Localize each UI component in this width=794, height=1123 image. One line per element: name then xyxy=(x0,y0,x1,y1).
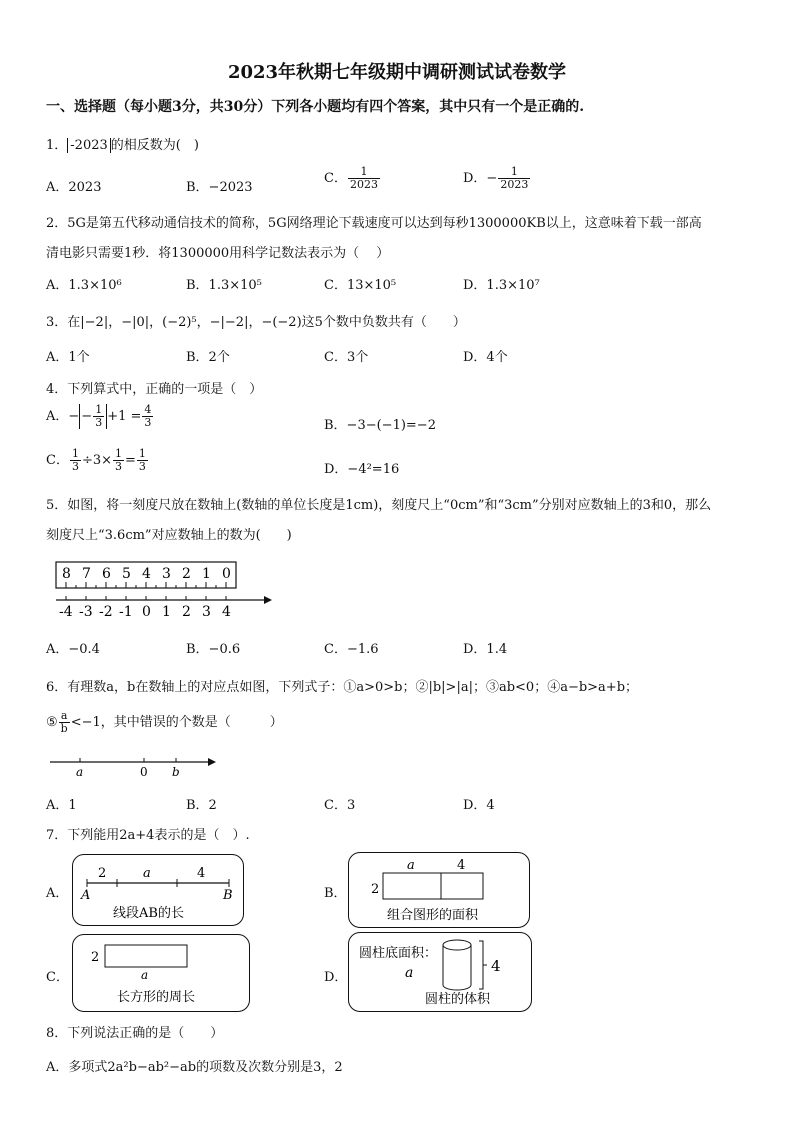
q1-number: 1． xyxy=(46,138,68,153)
axis-label: 0 xyxy=(142,604,151,620)
cylinder-top xyxy=(443,940,471,950)
point-b-letter: B xyxy=(223,888,233,903)
fraction-denominator: 2023 xyxy=(349,178,378,191)
fraction-numerator: 1 xyxy=(138,447,146,460)
q3-option-b[interactable]: B．2个 xyxy=(186,350,230,365)
cylinder xyxy=(349,933,531,1011)
rectangle xyxy=(73,935,249,1011)
ruler-label: 1 xyxy=(202,566,211,582)
rect-left xyxy=(383,873,441,899)
cylinder-bottom xyxy=(443,985,471,990)
q1-stem-text: 的相反数为( ) xyxy=(110,138,199,153)
q1-option-c-fraction xyxy=(348,166,380,191)
q5-option-b[interactable]: B．−0.6 xyxy=(186,642,241,657)
q7-option-c-label[interactable]: C． xyxy=(46,970,69,985)
section-heading: 一、选择题（每小题3分，共30分）下列各小题均有四个答案，其中只有一个是正确的. xyxy=(46,99,585,115)
q1-option-c[interactable] xyxy=(324,166,381,191)
q7-option-b-figure[interactable] xyxy=(348,852,530,928)
q2-stem-line1: 2．5G是第五代移动通信技术的简称，5G网络理论下载速度可以达到每秒1300000KB以上，这意味着下载一部高 xyxy=(46,216,702,231)
q4-stem: 4．下列算式中，正确的一项是（ ） xyxy=(46,382,263,397)
seg-label-2: a xyxy=(143,866,151,881)
q4-option-c-mid: ÷3× xyxy=(81,453,113,468)
q4-option-c[interactable] xyxy=(46,448,149,473)
rect xyxy=(105,945,187,967)
q4-option-d[interactable]: D．−4²=16 xyxy=(324,462,400,477)
q8-stem: 8．下列说法正确的是（ ） xyxy=(46,1026,224,1041)
page-title: 2023年秋期七年级期中调研测试试卷数学 xyxy=(227,62,567,83)
q6-stem-line2-text: <−1，其中错误的个数是（ ） xyxy=(70,715,283,730)
side-label-2: 2 xyxy=(91,950,100,965)
ruler-label: 4 xyxy=(142,566,151,582)
point-a-label: a xyxy=(76,765,84,779)
axis-label: -2 xyxy=(99,604,113,620)
segment-ab xyxy=(73,855,243,925)
fraction-denominator: b xyxy=(60,722,68,735)
q6-option-a[interactable]: A．1 xyxy=(46,798,77,813)
q5-option-a[interactable]: A．−0.4 xyxy=(46,642,100,657)
q2-stem-line2: 清电影只需要1秒．将1300000用科学记数法表示为（ ） xyxy=(46,246,390,261)
caption: 长方形的周长 xyxy=(117,990,196,1005)
axis-label: -1 xyxy=(119,604,133,620)
axis-label: 3 xyxy=(202,604,211,620)
q1-option-d[interactable] xyxy=(463,166,531,191)
caption: 组合图形的面积 xyxy=(387,908,479,923)
fraction-numerator: a xyxy=(59,710,70,723)
q6-option-c[interactable]: C．3 xyxy=(324,798,356,813)
top-label-4: 4 xyxy=(457,858,466,873)
axis-labels xyxy=(59,604,231,620)
axis-label: -4 xyxy=(59,604,73,620)
fraction-numerator: 1 xyxy=(498,166,530,179)
q4-option-a-mid: +1 = xyxy=(107,409,142,424)
q2-option-d[interactable]: D．1.3×10⁷ xyxy=(463,278,540,293)
fraction-denominator: 3 xyxy=(71,460,79,473)
rect-right xyxy=(441,873,483,899)
q7-option-d-label[interactable]: D． xyxy=(324,970,348,985)
q3-option-a[interactable]: A．1个 xyxy=(46,350,90,365)
q6-stem-line2 xyxy=(46,710,283,735)
q6-item5-marker: ⑤ xyxy=(46,715,58,730)
fraction-denominator: 3 xyxy=(115,460,123,473)
seg-label-3: 4 xyxy=(197,866,206,881)
q5-stem-line1: 5．如图，将一刻度尺放在数轴上(数轴的单位长度是1cm)，刻度尺上“0cm”和“3cm”分别对应数轴上的3和0，那么 xyxy=(46,498,712,513)
caption: 线段AB的长 xyxy=(113,906,184,921)
base-area-value: a xyxy=(405,965,414,981)
seg-label-1: 2 xyxy=(98,866,107,881)
side-label-2: 2 xyxy=(371,882,380,897)
bottom-label-a: a xyxy=(141,968,149,982)
q4-option-c-eq: = xyxy=(125,453,136,468)
point-b-label: b xyxy=(172,765,180,779)
q7-option-c-figure[interactable] xyxy=(72,934,250,1012)
q5-ruler-figure xyxy=(46,556,276,620)
fraction-denominator: 2023 xyxy=(500,178,529,191)
fraction-numerator: 1 xyxy=(348,166,380,179)
ruler-label: 6 xyxy=(102,566,111,582)
q7-option-d-figure[interactable] xyxy=(348,932,532,1012)
fraction-denominator: 3 xyxy=(138,460,146,473)
q1-stem xyxy=(46,134,199,153)
q2-option-a[interactable]: A．1.3×10⁶ xyxy=(46,278,122,293)
fraction xyxy=(70,448,81,473)
point-a-letter: A xyxy=(81,888,91,903)
q1-option-d-fraction xyxy=(498,166,530,191)
axis-label: 2 xyxy=(182,604,191,620)
fraction-denominator: 3 xyxy=(95,416,103,429)
fraction xyxy=(59,710,70,735)
q4-option-a-label: A．− xyxy=(46,409,80,424)
q5-stem-line2: 刻度尺上“3.6cm”对应数轴上的数为( ) xyxy=(46,528,292,543)
fraction xyxy=(93,404,104,429)
q5-option-c[interactable]: C．−1.6 xyxy=(324,642,379,657)
ruler-label: 7 xyxy=(82,566,91,582)
ruler-labels xyxy=(62,566,231,582)
caption: 圆柱的体积 xyxy=(425,992,491,1007)
q6-option-d[interactable]: D．4 xyxy=(463,798,495,813)
base-area-label: 圆柱底面积： xyxy=(359,946,438,961)
q7-option-b-label[interactable]: B． xyxy=(324,886,347,901)
fraction xyxy=(142,404,153,429)
ruler-ticks xyxy=(66,582,226,588)
q3-stem: 3．在|−2|，−|0|，(−2)⁵，−|−2|，−(−2)这5个数中负数共有（ ） xyxy=(46,315,466,330)
q4-option-c-label: C． xyxy=(46,453,69,468)
q1-option-b[interactable]: B．−2023 xyxy=(186,180,253,195)
q1-abs-value: -2023 xyxy=(67,138,110,153)
q6-option-b[interactable]: B．2 xyxy=(186,798,217,813)
q7-option-a-figure[interactable] xyxy=(72,854,244,926)
axis-label: -3 xyxy=(79,604,93,620)
q4-option-b[interactable]: B．−3−(−1)=−2 xyxy=(324,418,436,433)
q7-option-a-label[interactable]: A． xyxy=(46,886,69,901)
height-bracket xyxy=(479,941,487,989)
axis-arrow xyxy=(208,758,216,766)
number-axis-arrow xyxy=(264,596,272,604)
ruler-label: 3 xyxy=(162,566,171,582)
ruler-label: 2 xyxy=(182,566,191,582)
axis-label: 4 xyxy=(222,604,231,620)
top-label-a: a xyxy=(407,858,415,873)
q4-option-a-abs: − $\frac{1}{3}$ xyxy=(79,404,107,429)
q3-option-d[interactable]: D．4个 xyxy=(463,350,508,365)
q2-option-b[interactable]: B．1.3×10⁵ xyxy=(186,278,262,293)
fraction xyxy=(113,448,124,473)
q7-stem: 7．下列能用2a+4表示的是（ ）. xyxy=(46,828,250,843)
ruler-label: 5 xyxy=(122,566,131,582)
combined-rectangles xyxy=(349,853,529,927)
axis-label: 1 xyxy=(162,604,171,620)
q1-option-a[interactable]: A．2023 xyxy=(46,180,102,195)
fraction xyxy=(137,448,148,473)
q6-stem-line1: 6．有理数a，b在数轴上的对应点如图，下列式子：①a>0>b；②|b|>|a|；③ab<0；④a−b>a+b； xyxy=(46,680,639,695)
ruler-label: 8 xyxy=(62,566,71,582)
fraction-numerator: 1 xyxy=(95,403,103,416)
q3-option-c[interactable]: C．3个 xyxy=(324,350,369,365)
ruler-label: 0 xyxy=(222,566,231,582)
fraction-numerator: 4 xyxy=(144,403,152,416)
q5-option-d[interactable]: D．1.4 xyxy=(463,642,508,657)
fraction-numerator: 1 xyxy=(71,447,79,460)
q6-number-line xyxy=(46,752,226,782)
height-label-4: 4 xyxy=(491,957,501,975)
fraction-denominator: 3 xyxy=(144,416,152,429)
q4-option-a[interactable] xyxy=(46,404,154,429)
q8-option-a[interactable]: A．多项式2a²b−ab²−ab的项数及次数分别是3，2 xyxy=(46,1060,343,1075)
q2-option-c[interactable]: C．13×10⁵ xyxy=(324,278,397,293)
q1-option-c-label: C． xyxy=(324,171,347,186)
origin-label: 0 xyxy=(140,765,148,779)
q1-option-d-label: D．− xyxy=(463,171,498,186)
fraction-numerator: 1 xyxy=(115,447,123,460)
